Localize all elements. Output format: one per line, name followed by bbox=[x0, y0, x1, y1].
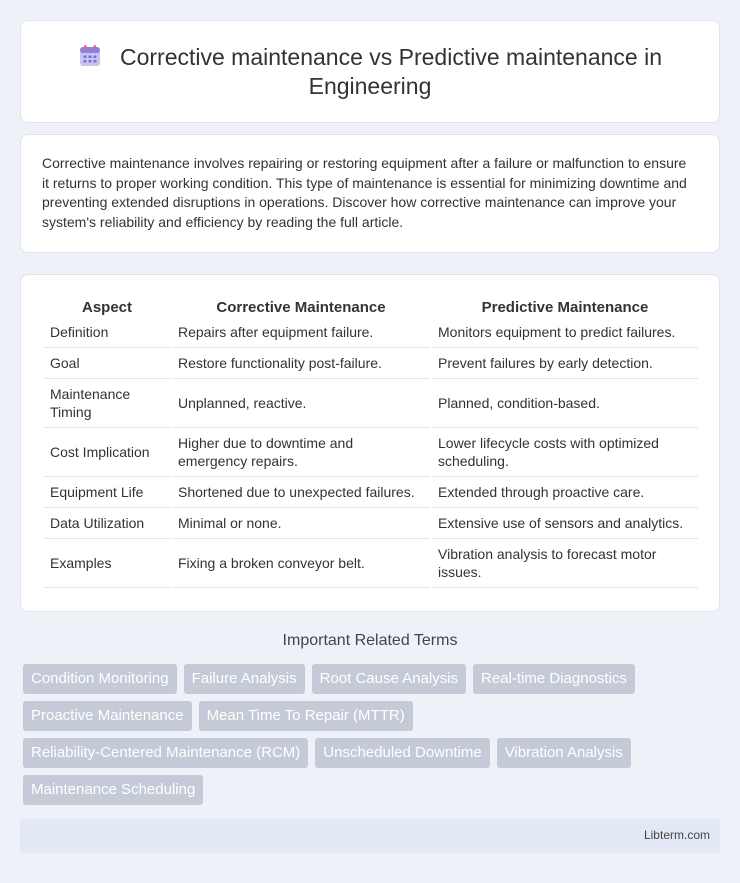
corrective-cell: Higher due to downtime and emergency repairs. bbox=[172, 428, 430, 477]
table-row bbox=[44, 477, 698, 508]
header-corrective: Corrective Maintenance bbox=[216, 299, 386, 316]
aspect-cell: Examples bbox=[44, 539, 170, 588]
predictive-cell: Vibration analysis to forecast motor issues. bbox=[432, 539, 698, 588]
header-aspect: Aspect bbox=[81, 299, 133, 316]
corrective-cell: Minimal or none. bbox=[172, 508, 430, 539]
term-tag[interactable]: Unscheduled Downtime bbox=[315, 738, 489, 768]
corrective-cell: Repairs after equipment failure. bbox=[172, 317, 430, 348]
term-tag[interactable]: Real-time Diagnostics bbox=[473, 664, 635, 694]
related-terms-title: Important Related Terms bbox=[282, 632, 458, 649]
table-row bbox=[44, 428, 698, 477]
comparison-card bbox=[20, 274, 720, 612]
term-tag[interactable]: Maintenance Scheduling bbox=[23, 775, 203, 805]
page-title bbox=[51, 43, 689, 101]
predictive-cell: Lower lifecycle costs with optimized scheduling. bbox=[432, 428, 698, 477]
predictive-cell: Monitors equipment to predict failures. bbox=[432, 317, 698, 348]
table-row bbox=[44, 379, 698, 428]
term-tag[interactable]: Proactive Maintenance bbox=[23, 701, 192, 731]
calendar-icon bbox=[78, 44, 102, 68]
corrective-cell: Restore functionality post-failure. bbox=[172, 348, 430, 379]
comparison-table bbox=[42, 295, 700, 588]
aspect-cell: Definition bbox=[44, 317, 170, 348]
term-tag[interactable]: Condition Monitoring bbox=[23, 664, 177, 694]
related-terms-list bbox=[23, 664, 703, 805]
page-title-text: Corrective maintenance vs Predictive maintenance in Engineering bbox=[119, 44, 663, 99]
term-tag[interactable]: Root Cause Analysis bbox=[312, 664, 466, 694]
predictive-cell: Extensive use of sensors and analytics. bbox=[432, 508, 698, 539]
footer bbox=[20, 819, 720, 853]
predictive-cell: Extended through proactive care. bbox=[432, 477, 698, 508]
aspect-cell: Data Utilization bbox=[44, 508, 170, 539]
corrective-cell: Fixing a broken conveyor belt. bbox=[172, 539, 430, 588]
aspect-cell: Maintenance Timing bbox=[44, 379, 170, 428]
predictive-cell: Planned, condition-based. bbox=[432, 379, 698, 428]
predictive-cell: Prevent failures by early detection. bbox=[432, 348, 698, 379]
aspect-cell: Equipment Life bbox=[44, 477, 170, 508]
table-row bbox=[44, 317, 698, 348]
aspect-cell: Goal bbox=[44, 348, 170, 379]
aspect-cell: Cost Implication bbox=[44, 428, 170, 477]
table-row bbox=[44, 539, 698, 588]
intro-card bbox=[20, 134, 720, 253]
corrective-cell: Shortened due to unexpected failures. bbox=[172, 477, 430, 508]
title-card bbox=[20, 20, 720, 123]
table-row bbox=[44, 348, 698, 379]
footer-site-link[interactable]: Libterm.com bbox=[643, 828, 710, 842]
intro-paragraph: Corrective maintenance involves repairing or restoring equipment after a failure or malfunction to ensure it returns to proper working condition. This type of maintenance is essential for minimizing downtime and preventing extended disruptions in operations. Discover how corrective maintenance can improve your system's reliability and efficiency by reading the full article. bbox=[42, 155, 687, 230]
term-tag[interactable]: Mean Time To Repair (MTTR) bbox=[199, 701, 413, 731]
term-tag[interactable]: Vibration Analysis bbox=[497, 738, 631, 768]
term-tag[interactable]: Failure Analysis bbox=[184, 664, 305, 694]
term-tag[interactable]: Reliability-Centered Maintenance (RCM) bbox=[23, 738, 308, 768]
table-header-row bbox=[44, 295, 698, 317]
corrective-cell: Unplanned, reactive. bbox=[172, 379, 430, 428]
header-predictive: Predictive Maintenance bbox=[481, 299, 649, 316]
table-row bbox=[44, 508, 698, 539]
